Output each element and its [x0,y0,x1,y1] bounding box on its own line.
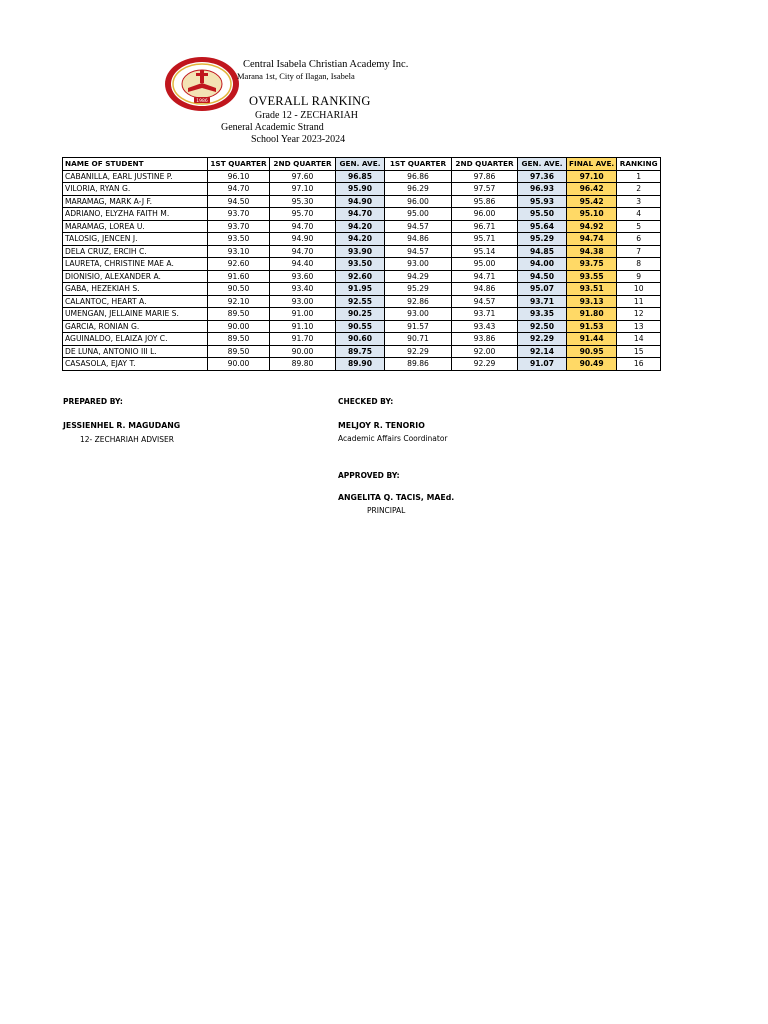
col-header-ranking: RANKING [617,158,661,171]
cell-gen-ave-sem1: 93.50 [336,258,385,271]
cell-q1-sem2: 91.57 [385,320,452,333]
cell-gen-ave-sem2: 94.85 [518,245,567,258]
cell-q2-sem2: 93.43 [452,320,518,333]
cell-q2-sem2: 96.71 [452,220,518,233]
table-row [63,308,661,321]
table-row [63,195,661,208]
cell-final-ave: 94.74 [567,233,617,246]
cell-q1-sem1: 93.70 [208,220,270,233]
cell-student-name: CASASOLA, EJAY T. [63,358,208,371]
cell-q1-sem1: 90.50 [208,283,270,296]
cell-q1-sem1: 90.00 [208,320,270,333]
cell-q2-sem1: 93.60 [270,270,336,283]
approved-by-name: ANGELITA Q. TACIS, MAEd. [338,493,455,502]
cell-q2-sem2: 96.00 [452,208,518,221]
cell-rank: 2 [617,183,661,196]
cell-q1-sem1: 94.50 [208,195,270,208]
table-row [63,358,661,371]
cell-rank: 9 [617,270,661,283]
cell-student-name: GABA, HEZEKIAH S. [63,283,208,296]
cell-q1-sem2: 93.00 [385,308,452,321]
prepared-by-name: JESSIENHEL R. MAGUDANG [63,421,181,430]
cell-q1-sem1: 90.00 [208,358,270,371]
school-seal-icon [164,56,240,112]
checked-by-label: CHECKED BY: [338,397,394,406]
approved-by-role: PRINCIPAL [367,506,406,515]
cell-final-ave: 96.42 [567,183,617,196]
cell-q2-sem1: 95.30 [270,195,336,208]
cell-q1-sem2: 96.86 [385,170,452,183]
cell-gen-ave-sem2: 94.00 [518,258,567,271]
cell-gen-ave-sem2: 91.07 [518,358,567,371]
academic-strand: General Academic Strand [221,122,324,133]
cell-final-ave: 91.44 [567,333,617,346]
cell-q2-sem1: 97.10 [270,183,336,196]
cell-final-ave: 93.51 [567,283,617,296]
cell-gen-ave-sem2: 95.29 [518,233,567,246]
prepared-by-label: PREPARED BY: [63,397,123,406]
cell-rank: 4 [617,208,661,221]
cell-q2-sem2: 92.00 [452,345,518,358]
cell-student-name: LAURETA, CHRISTINE MAE A. [63,258,208,271]
cell-student-name: DELA CRUZ, ERCIH C. [63,245,208,258]
col-header-gen-ave-sem2: GEN. AVE. [518,158,567,171]
cell-q2-sem1: 93.00 [270,295,336,308]
cell-rank: 5 [617,220,661,233]
cell-final-ave: 91.53 [567,320,617,333]
cell-q2-sem1: 91.00 [270,308,336,321]
cell-q2-sem2: 94.86 [452,283,518,296]
cell-gen-ave-sem2: 97.36 [518,170,567,183]
cell-final-ave: 97.10 [567,170,617,183]
col-header-q2-sem1: 2ND QUARTER [270,158,336,171]
cell-student-name: VILORIA, RYAN G. [63,183,208,196]
school-year: School Year 2023-2024 [251,134,346,145]
cell-q2-sem1: 94.70 [270,245,336,258]
cell-rank: 16 [617,358,661,371]
table-row [63,258,661,271]
cell-rank: 10 [617,283,661,296]
logo-year: 1986 [196,99,208,104]
cell-gen-ave-sem2: 92.29 [518,333,567,346]
cell-q1-sem2: 95.00 [385,208,452,221]
cell-q2-sem2: 95.14 [452,245,518,258]
cell-student-name: CALANTOC, HEART A. [63,295,208,308]
cell-final-ave: 91.80 [567,308,617,321]
cell-student-name: AGUINALDO, ELAIZA JOY C. [63,333,208,346]
cell-rank: 15 [617,345,661,358]
table-row [63,233,661,246]
cell-q2-sem1: 89.80 [270,358,336,371]
cell-q1-sem1: 93.10 [208,245,270,258]
table-row [63,208,661,221]
cell-q2-sem1: 91.10 [270,320,336,333]
table-row [63,283,661,296]
cell-student-name: TALOSIG, JENCEN J. [63,233,208,246]
cell-q2-sem2: 92.29 [452,358,518,371]
cell-q2-sem1: 95.70 [270,208,336,221]
cell-gen-ave-sem1: 94.20 [336,233,385,246]
cell-rank: 3 [617,195,661,208]
cell-q1-sem1: 92.60 [208,258,270,271]
cell-student-name: MARAMAG, MARK A-J F. [63,195,208,208]
cell-rank: 14 [617,333,661,346]
cell-gen-ave-sem2: 93.71 [518,295,567,308]
cell-q2-sem2: 95.86 [452,195,518,208]
cell-q2-sem2: 95.00 [452,258,518,271]
table-row [63,170,661,183]
cell-q2-sem1: 93.40 [270,283,336,296]
school-address: Marana 1st, City of Ilagan, Isabela [237,71,355,81]
table-row [63,270,661,283]
cell-q1-sem2: 90.71 [385,333,452,346]
cell-gen-ave-sem2: 94.50 [518,270,567,283]
cell-q2-sem2: 97.57 [452,183,518,196]
col-header-q1-sem1: 1ST QUARTER [208,158,270,171]
cell-q2-sem2: 94.71 [452,270,518,283]
cell-gen-ave-sem1: 90.60 [336,333,385,346]
cell-q2-sem1: 94.70 [270,220,336,233]
cell-gen-ave-sem2: 95.50 [518,208,567,221]
cell-q1-sem2: 89.86 [385,358,452,371]
cell-rank: 12 [617,308,661,321]
cell-gen-ave-sem1: 92.60 [336,270,385,283]
cell-final-ave: 90.49 [567,358,617,371]
cell-q2-sem1: 94.40 [270,258,336,271]
table-row [63,220,661,233]
cell-gen-ave-sem1: 89.90 [336,358,385,371]
prepared-by-role: 12- ZECHARIAH ADVISER [80,435,174,444]
table-row [63,320,661,333]
cell-q1-sem1: 93.50 [208,233,270,246]
cell-final-ave: 95.10 [567,208,617,221]
cell-gen-ave-sem1: 92.55 [336,295,385,308]
cell-q1-sem1: 89.50 [208,345,270,358]
cell-q1-sem2: 92.29 [385,345,452,358]
cell-gen-ave-sem2: 92.50 [518,320,567,333]
cell-student-name: GARCIA, RONIAN G. [63,320,208,333]
cell-final-ave: 90.95 [567,345,617,358]
cell-student-name: DE LUNA, ANTONIO III L. [63,345,208,358]
cell-q1-sem1: 92.10 [208,295,270,308]
cell-gen-ave-sem1: 94.70 [336,208,385,221]
cell-student-name: CABANILLA, EARL JUSTINE P. [63,170,208,183]
cell-gen-ave-sem1: 89.75 [336,345,385,358]
school-name: Central Isabela Christian Academy Inc. [243,59,409,70]
cell-student-name: ADRIANO, ELYZHA FAITH M. [63,208,208,221]
cell-q1-sem2: 94.29 [385,270,452,283]
cell-q2-sem2: 93.86 [452,333,518,346]
col-header-final-ave: FINAL AVE. [567,158,617,171]
cell-gen-ave-sem1: 94.20 [336,220,385,233]
cell-gen-ave-sem1: 90.25 [336,308,385,321]
checked-by-role: Academic Affairs Coordinator [338,434,448,443]
cell-gen-ave-sem1: 95.90 [336,183,385,196]
cell-final-ave: 93.13 [567,295,617,308]
cell-q2-sem2: 97.86 [452,170,518,183]
cell-q1-sem1: 89.50 [208,308,270,321]
cell-final-ave: 93.55 [567,270,617,283]
col-header-q1-sem2: 1ST QUARTER [385,158,452,171]
cell-q1-sem2: 94.57 [385,245,452,258]
cell-rank: 13 [617,320,661,333]
table-row [63,333,661,346]
cell-rank: 1 [617,170,661,183]
cell-student-name: UMENGAN, JELLAINE MARIE S. [63,308,208,321]
cell-q1-sem1: 93.70 [208,208,270,221]
cell-q1-sem1: 89.50 [208,333,270,346]
cell-q1-sem2: 95.29 [385,283,452,296]
cell-q1-sem1: 94.70 [208,183,270,196]
cell-q2-sem2: 93.71 [452,308,518,321]
cell-q2-sem1: 94.90 [270,233,336,246]
cell-gen-ave-sem1: 91.95 [336,283,385,296]
ranking-table [62,157,661,371]
cell-q2-sem1: 91.70 [270,333,336,346]
cell-rank: 7 [617,245,661,258]
cell-gen-ave-sem2: 95.93 [518,195,567,208]
col-header-gen-ave-sem1: GEN. AVE. [336,158,385,171]
cell-gen-ave-sem2: 96.93 [518,183,567,196]
cell-q1-sem1: 96.10 [208,170,270,183]
table-row [63,295,661,308]
cell-final-ave: 94.38 [567,245,617,258]
cell-gen-ave-sem2: 95.07 [518,283,567,296]
cell-gen-ave-sem1: 96.85 [336,170,385,183]
cell-q2-sem2: 95.71 [452,233,518,246]
page-title: OVERALL RANKING [249,94,371,108]
cell-gen-ave-sem1: 93.90 [336,245,385,258]
cell-gen-ave-sem2: 92.14 [518,345,567,358]
cell-rank: 6 [617,233,661,246]
cell-q1-sem2: 92.86 [385,295,452,308]
table-row [63,183,661,196]
approved-by-label: APPROVED BY: [338,471,400,480]
table-header-row [63,158,661,171]
cell-q2-sem1: 97.60 [270,170,336,183]
cell-gen-ave-sem1: 90.55 [336,320,385,333]
cell-rank: 8 [617,258,661,271]
col-header-q2-sem2: 2ND QUARTER [452,158,518,171]
cell-student-name: MARAMAG, LOREA U. [63,220,208,233]
cell-q2-sem1: 90.00 [270,345,336,358]
table-row [63,245,661,258]
cell-gen-ave-sem2: 95.64 [518,220,567,233]
cell-final-ave: 94.92 [567,220,617,233]
cell-final-ave: 93.75 [567,258,617,271]
cell-q1-sem1: 91.60 [208,270,270,283]
cell-q1-sem2: 94.86 [385,233,452,246]
cell-q2-sem2: 94.57 [452,295,518,308]
grade-section: Grade 12 - ZECHARIAH [255,110,359,121]
cell-final-ave: 95.42 [567,195,617,208]
col-header-name: NAME OF STUDENT [63,158,208,171]
cell-gen-ave-sem2: 93.35 [518,308,567,321]
cell-rank: 11 [617,295,661,308]
cell-q1-sem2: 94.57 [385,220,452,233]
checked-by-name: MELJOY R. TENORIO [338,421,425,430]
cell-gen-ave-sem1: 94.90 [336,195,385,208]
cell-q1-sem2: 96.29 [385,183,452,196]
cell-q1-sem2: 96.00 [385,195,452,208]
cell-q1-sem2: 93.00 [385,258,452,271]
ranking-table-body [63,170,661,370]
cell-student-name: DIONISIO, ALEXANDER A. [63,270,208,283]
table-row [63,345,661,358]
